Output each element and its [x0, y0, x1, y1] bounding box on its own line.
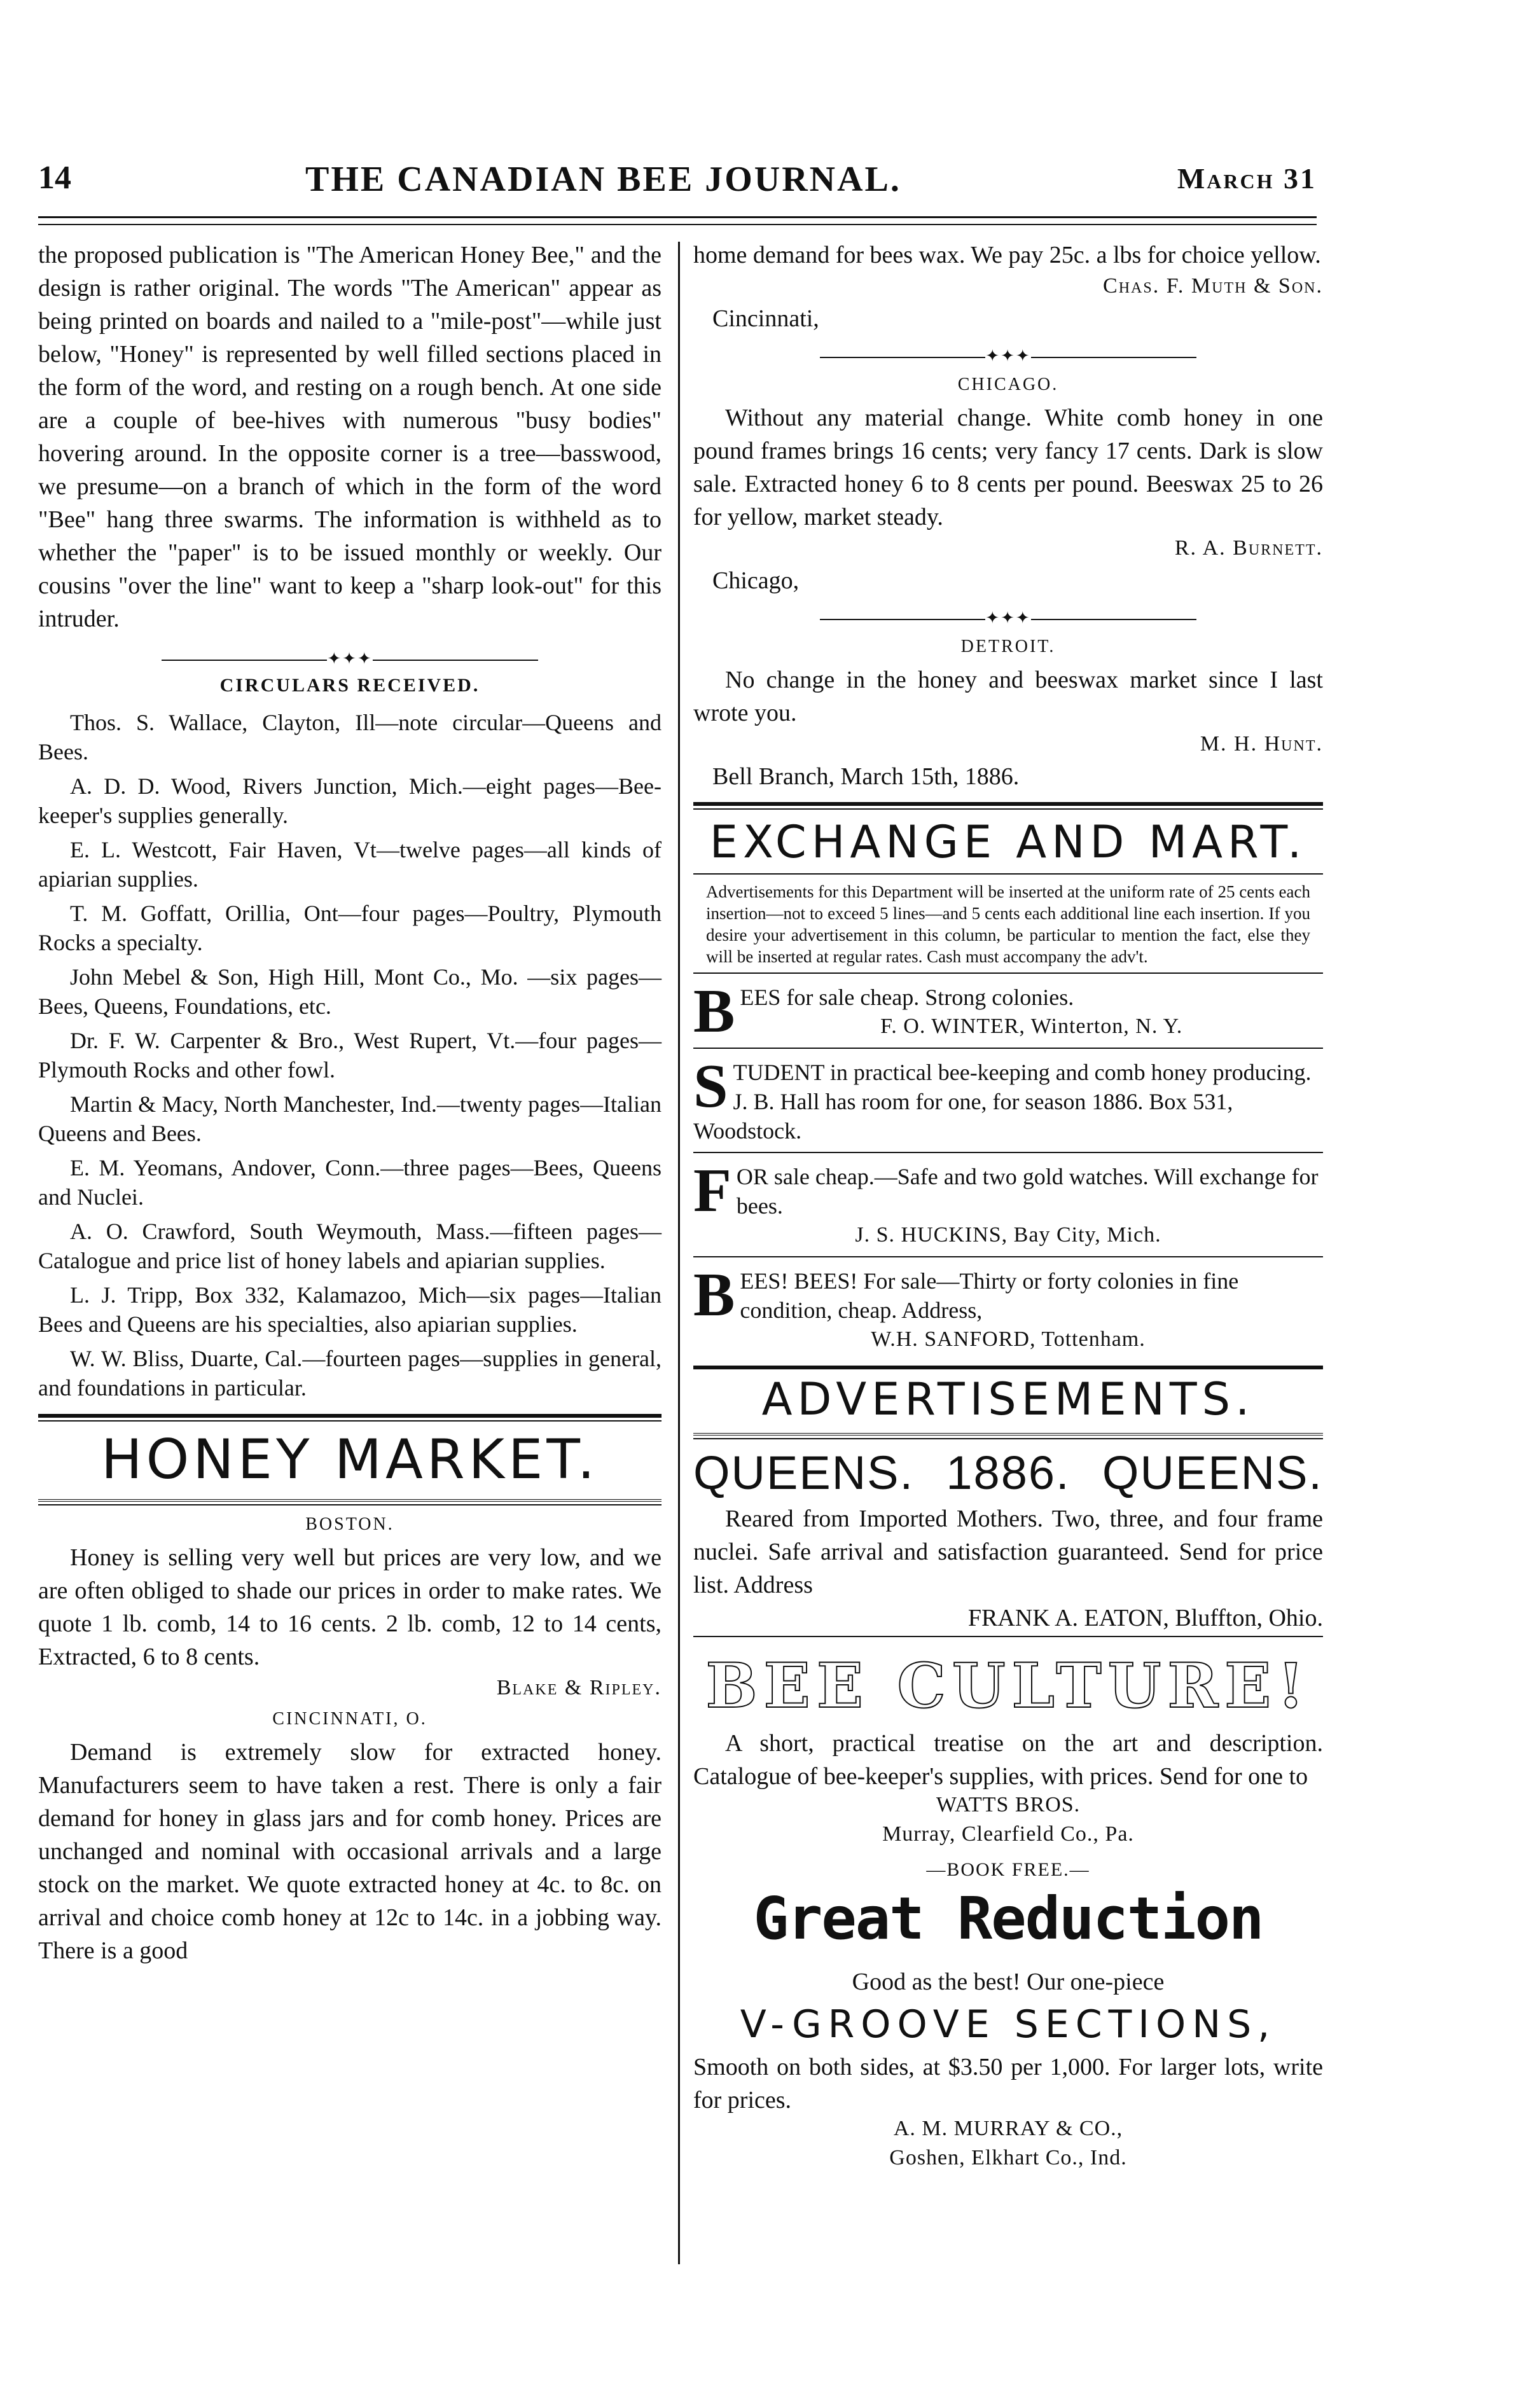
page-header [38, 159, 1317, 216]
detroit-heading: DETROIT. [960, 637, 1056, 656]
ad-rule [693, 1152, 1323, 1153]
section-rule [693, 1366, 1323, 1369]
double-rule [693, 1433, 1323, 1439]
circular-item: W. W. Bliss, Duarte, Cal.—fourteen pages—supplies in general, and foundations in particular. [38, 1346, 662, 1401]
great-reduction-address: Goshen, Elkhart Co., Ind. [889, 2146, 1127, 2169]
boston-report: Honey is selling very well but prices are very low, and we are often obliged to shade our prices in order to make rates. We quote 1 lb. comb, 14 to 16 cents. 2 lb. comb, 12 to 14 cents, Extracted, 6 to 8 cents. [38, 1544, 662, 1670]
great-reduction-heading: Great Reduction [753, 1885, 1263, 1953]
section-ornament: ✦✦✦ [38, 649, 662, 668]
ad-rule [693, 1256, 1323, 1257]
bee-culture-heading: BEE CULTURE! [705, 1650, 1311, 1722]
section-rule-thin [693, 972, 1323, 974]
exchange-note: Advertisements for this Department will be inserted at the uniform rate of 25 cents each insertion—not to exceed 5 lines—and 5 cents each additional line each insertion. If you desire your advertisement in this column, be particular to mention the fact, else they will be inserted at regular rates. Cash must accompany the adv't. [706, 882, 1310, 966]
detroit-signature: M. H. Hunt. [1200, 732, 1323, 756]
ad-drop-cap: B [693, 977, 735, 1046]
circular-item: Martin & Macy, North Manchester, Ind.—twenty pages—Italian Queens and Bees. [38, 1091, 662, 1146]
classified-ad [693, 1261, 1323, 1354]
circular-item: A. D. D. Wood, Rivers Junction, Mich.—eight pages—Bee-keeper's supplies generally. [38, 773, 662, 828]
journal-title: THE CANADIAN BEE JOURNAL. [305, 160, 901, 199]
circular-item: E. L. Westcott, Fair Haven, Vt—twelve pages—all kinds of apiarian supplies. [38, 837, 662, 892]
ad-signature: F. O. WINTER, Winterton, N. Y. [880, 1014, 1183, 1038]
ad-drop-cap: S [693, 1052, 728, 1121]
circular-item: A. O. Crawford, South Weymouth, Mass.—fifteen pages—Catalogue and price list of honey labels and apiarian supplies. [38, 1219, 662, 1273]
exchange-mart-heading: EXCHANGE AND MART. [709, 816, 1307, 868]
queens-year: 1886. [946, 1446, 1070, 1499]
circular-item: John Mebel & Son, High Hill, Mont Co., Mo. —six pages—Bees, Queens, Foundations, etc. [38, 964, 662, 1019]
section-rule [38, 1414, 662, 1418]
chicago-signature: R. A. Burnett. [1174, 536, 1323, 560]
great-reduction-line: Good as the best! Our one-piece [852, 1969, 1165, 1995]
classified-ad [693, 977, 1323, 1046]
section-ornament: ✦✦✦ [693, 609, 1323, 628]
section-rule-thin [693, 873, 1323, 875]
boston-heading: BOSTON. [305, 1514, 394, 1534]
advertisements-heading: ADVERTISEMENTS. [761, 1373, 1255, 1425]
right-column [693, 239, 1323, 2175]
queens-ad-signature: FRANK A. EATON, Bluffton, Ohio. [967, 1605, 1323, 1631]
cincinnati-heading: CINCINNATI, O. [272, 1709, 427, 1729]
ad-text: EES for sale cheap. Strong colonies. [740, 985, 1074, 1010]
chicago-report: Without any material change. White comb honey in one pound frames brings 16 cents; very fancy 17 cents. Dark is slow sale. Extracted honey 6 to 8 cents per pound. Beeswax 25 to 26 for yellow, market steady. [693, 405, 1323, 530]
ad-signature: J. S. HUCKINS, Bay City, Mich. [855, 1223, 1161, 1247]
bee-culture-signature: WATTS BROS. [936, 1793, 1081, 1816]
circulars-list [38, 708, 662, 1402]
chicago-heading: CHICAGO. [957, 375, 1059, 394]
circular-item: T. M. Goffatt, Orillia, Ont—four pages—Poultry, Plymouth Rocks a specialty. [38, 901, 662, 955]
ad-text: TUDENT in practical bee-keeping and comb honey producing. J. B. Hall has room for one, for season 1886. Box 531, Woodstock. [693, 1060, 1312, 1144]
cincinnati-place: Cincinnati, [712, 305, 819, 332]
classified-ad [693, 1052, 1323, 1145]
header-rule-secondary [38, 224, 1317, 225]
section-rule-thin [693, 808, 1323, 810]
queens-ad-text: Reared from Imported Mothers. Two, three, and four frame nuclei. Safe arrival and satisfaction guaranteed. Send for price list. Address [693, 1505, 1323, 1598]
queens-left: QUEENS. [693, 1446, 915, 1499]
section-rule-thin [38, 1420, 662, 1422]
cincinnati-report: Demand is extremely slow for extracted honey. Manufacturers seem to have taken a rest. There is only a fair demand for honey in glass jars and for comb honey. Prices are unchanged and nominal with occasional arrivals and a large stock on the market. We quote extracted honey at 4c. to 8c. on arrival and choice comb honey at 12c to 14c. in a jobbing way. There is a good [38, 1739, 662, 1964]
header-rule [38, 216, 1317, 218]
cincinnati-report-continued: home demand for bees wax. We pay 25c. a lbs for choice yellow. [693, 242, 1321, 268]
circular-item: Thos. S. Wallace, Clayton, Ill—note circular—Queens and Bees. [38, 710, 662, 765]
left-column [38, 239, 662, 1967]
great-reduction-signature: A. M. MURRAY & CO., [893, 2117, 1123, 2140]
circulars-heading: CIRCULARS RECEIVED. [219, 675, 480, 696]
classified-ad [693, 1156, 1323, 1250]
section-rule [693, 802, 1323, 806]
ad-signature: W.H. SANFORD, Tottenham. [871, 1327, 1146, 1351]
intro-paragraph: the proposed publication is "The American Honey Bee," and the design is rather original. The words "The American" appear as being printed on boards and nailed to a "mile-post"—while just below, "Honey" is represented by well filled sections placed in the form of the word, and resting on a rough bench. At one side are a couple of bee-hives with numerous "busy bodies" hovering around. In the opposite corner is a tree—basswood, we presume—on a branch of which in the form of the word "Bee" hang three swarms. The information is withheld as to whether the "paper" is to be issued monthly or weekly. Our cousins "over the line" want to keep a "sharp look-out" for this intruder. [38, 242, 662, 632]
queens-right: QUEENS. [1102, 1446, 1323, 1499]
section-ornament: ✦✦✦ [693, 347, 1323, 366]
page-number: 14 [38, 160, 71, 196]
great-reduction-text: Smooth on both sides, at $3.50 per 1,000. For larger lots, write for prices. [693, 2054, 1323, 2114]
ad-text: OR sale cheap.—Safe and two gold watches. Will exchange for bees. [736, 1164, 1319, 1219]
ad-rule [693, 1048, 1323, 1049]
boston-signature: Blake & Ripley. [496, 1676, 662, 1699]
queens-headline [693, 1446, 1323, 1500]
column-divider [678, 242, 680, 2264]
detroit-place: Bell Branch, March 15th, 1886. [712, 763, 1020, 790]
issue-date: March 31 [1177, 162, 1317, 195]
circular-item: E. M. Yeomans, Andover, Conn.—three pages—Bees, Queens and Nuclei. [38, 1155, 662, 1210]
circular-item: Dr. F. W. Carpenter & Bro., West Rupert, Vt.—four pages—Plymouth Rocks and other fowl. [38, 1028, 662, 1083]
cincinnati-signature: Chas. F. Muth & Son. [1103, 274, 1323, 298]
bee-culture-text: A short, practical treatise on the art and description. Catalogue of bee-keeper's supplies, with prices. Send for one to [693, 1730, 1323, 1790]
honey-market-heading: HONEY MARKET. [100, 1428, 599, 1491]
ad-text: EES! BEES! For sale—Thirty or forty colonies in fine condition, cheap. Address, [740, 1268, 1239, 1323]
ad-drop-cap: F [693, 1156, 731, 1225]
chicago-place: Chicago, [712, 567, 800, 594]
ad-drop-cap: B [693, 1261, 735, 1329]
detroit-report: No change in the honey and beeswax market since I last wrote you. [693, 667, 1323, 726]
ad-rule [693, 1636, 1323, 1637]
book-free-label: —BOOK FREE.— [926, 1859, 1090, 1880]
bee-culture-address: Murray, Clearfield Co., Pa. [882, 1822, 1134, 1846]
vgroove-heading: V-GROOVE SECTIONS, [740, 2002, 1277, 2047]
double-rule [38, 1499, 662, 1505]
circular-item: L. J. Tripp, Box 332, Kalamazoo, Mich—six pages—Italian Bees and Queens are his specialties, also apiarian supplies. [38, 1282, 662, 1337]
